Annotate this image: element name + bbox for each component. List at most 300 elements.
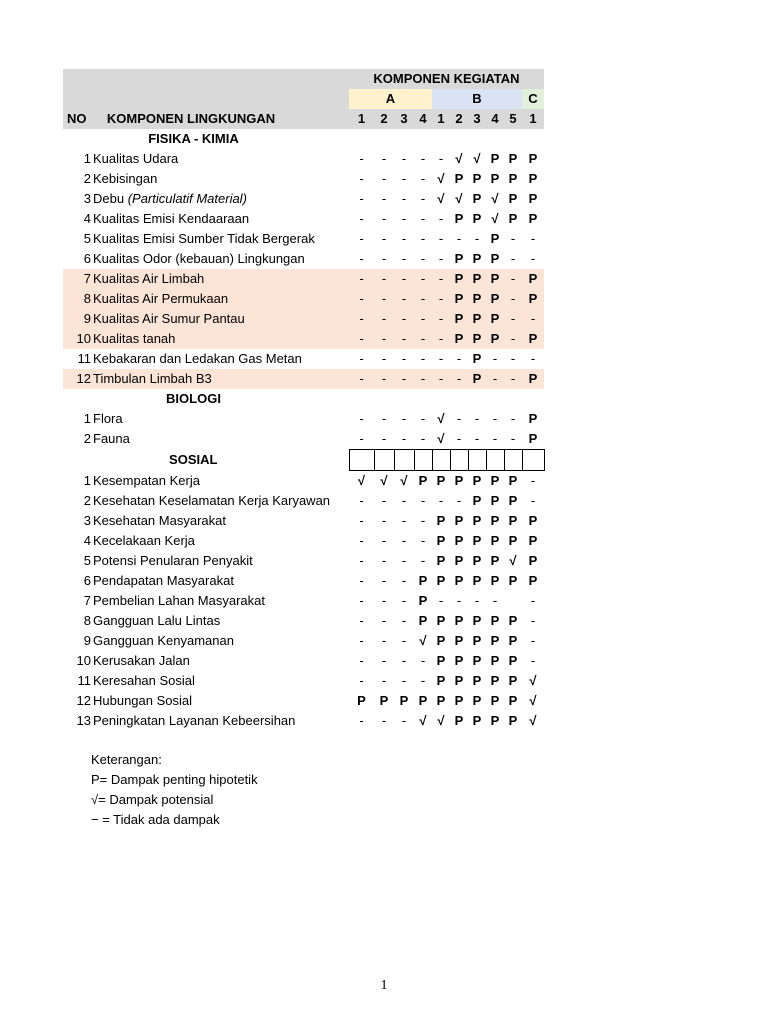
impact-cell: - [401, 653, 407, 668]
impact-cell: - [401, 613, 407, 628]
col-number-header: 1 [349, 109, 374, 129]
table-row [63, 269, 544, 289]
impact-cell: - [414, 329, 432, 349]
impact-cell: - [432, 329, 450, 349]
impact-cell: - [420, 653, 426, 668]
impact-cell: - [394, 369, 414, 389]
impact-cell: - [381, 351, 387, 366]
row-component-name [93, 711, 349, 731]
impact-cell: P [472, 613, 482, 628]
impact-cell: P [508, 673, 518, 688]
impact-cell: P [468, 329, 486, 349]
impact-cell: - [374, 329, 394, 349]
impact-cell: - [456, 351, 462, 366]
row-component-name [93, 169, 349, 189]
impact-cell: - [474, 411, 480, 426]
impact-cell: P [490, 473, 500, 488]
impact-cell: - [359, 251, 364, 266]
impact-cell: P [490, 633, 500, 648]
impact-cell: P [418, 573, 428, 588]
impact-cell: - [438, 211, 444, 226]
impact-cell: - [359, 593, 364, 608]
impact-cell: - [401, 151, 407, 166]
impact-cell: - [401, 191, 407, 206]
impact-cell: P [508, 191, 518, 206]
impact-cell: - [530, 473, 536, 488]
row-component-name [93, 571, 349, 591]
impact-cell: - [374, 289, 394, 309]
impact-cell: P [508, 613, 518, 628]
row-component-label: Kebakaran dan Ledakan Gas Metan [93, 351, 302, 366]
impact-cell: - [359, 411, 364, 426]
impact-cell: - [432, 369, 450, 389]
impact-cell: P [436, 573, 446, 588]
impact-cell: - [530, 351, 536, 366]
legend-item: √= Dampak potensial [91, 792, 214, 807]
impact-cell: P [357, 693, 366, 708]
impact-cell: √ [437, 171, 445, 186]
impact-cell: - [381, 151, 387, 166]
impact-cell: - [522, 309, 544, 329]
row-number: 2 [83, 171, 91, 186]
impact-cell: - [374, 269, 394, 289]
section-header-row [63, 129, 544, 149]
impact-cell: P [472, 211, 482, 226]
impact-cell: P [508, 713, 518, 728]
impact-cell: P [454, 613, 464, 628]
impact-cell: P [436, 553, 446, 568]
impact-cell: - [381, 513, 387, 528]
section-title: FISIKA - KIMIA [148, 131, 239, 146]
impact-cell: - [414, 369, 432, 389]
table-row [63, 229, 544, 249]
impact-cell: P [490, 171, 500, 186]
impact-cell: - [420, 411, 426, 426]
impact-cell: √ [357, 473, 366, 488]
impact-cell: P [472, 493, 482, 508]
table-row [63, 671, 544, 691]
impact-cell: - [381, 653, 387, 668]
row-number: 10 [76, 653, 91, 668]
row-component-label: Potensi Penularan Penyakit [93, 553, 253, 568]
impact-cell: P [472, 633, 482, 648]
impact-cell: - [420, 191, 426, 206]
impact-cell: P [399, 693, 409, 708]
group-a-label: A [349, 89, 432, 109]
row-component-label: Kualitas Udara [93, 151, 179, 166]
impact-cell: - [359, 211, 364, 226]
impact-cell: - [510, 251, 516, 266]
row-number: 4 [83, 533, 91, 548]
impact-cell: - [401, 673, 407, 688]
table-row [63, 571, 544, 591]
impact-cell: P [528, 533, 538, 548]
impact-cell: - [420, 673, 426, 688]
row-number: 12 [63, 369, 93, 389]
row-component-label: Hubungan Sosial [93, 693, 193, 708]
impact-cell: P [528, 191, 538, 206]
impact-cell: - [504, 329, 522, 349]
impact-cell: P [508, 573, 518, 588]
impact-cell: P [472, 533, 482, 548]
row-number: 4 [83, 211, 91, 226]
table-row [63, 209, 544, 229]
impact-cell: - [420, 211, 426, 226]
impact-cell: - [394, 329, 414, 349]
impact-cell: P [490, 533, 500, 548]
table-row [63, 369, 544, 389]
table-row [63, 409, 544, 429]
impact-cell: - [401, 573, 407, 588]
table-row [63, 491, 544, 511]
impact-cell: - [381, 673, 387, 688]
impact-cell: P [472, 673, 482, 688]
table-row [63, 249, 544, 269]
row-component-label: Kualitas Odor (kebauan) Lingkungan [93, 251, 305, 266]
col-number-header: 3 [394, 109, 414, 129]
impact-cell: - [381, 211, 387, 226]
impact-cell: - [432, 269, 450, 289]
row-component-label: Timbulan Limbah B3 [93, 371, 212, 386]
row-number: 5 [83, 231, 91, 246]
header-title: KOMPONEN KEGIATAN [349, 69, 544, 89]
impact-cell: P [528, 151, 538, 166]
legend-title: Keterangan: [91, 752, 162, 767]
table-row [63, 349, 544, 369]
impact-cell: - [456, 411, 462, 426]
impact-cell: P [472, 171, 482, 186]
impact-cell: P [450, 329, 468, 349]
row-number: 11 [77, 673, 91, 688]
row-component-italic: (Particulatif Material) [127, 191, 247, 206]
impact-cell: - [359, 151, 364, 166]
table-row [63, 631, 544, 651]
impact-cell: - [456, 493, 462, 508]
section-header-row [63, 450, 544, 471]
impact-cell: P [508, 151, 518, 166]
table-row [63, 329, 544, 349]
impact-cell: - [420, 171, 426, 186]
impact-cell: - [401, 351, 407, 366]
row-component-name [93, 369, 349, 389]
impact-cell: - [359, 191, 364, 206]
row-component-name [93, 289, 349, 309]
row-component-name [93, 471, 349, 492]
impact-cell: - [381, 493, 387, 508]
row-number: 6 [83, 573, 91, 588]
row-number: 12 [76, 693, 91, 708]
impact-cell: - [394, 269, 414, 289]
impact-cell: P [436, 653, 446, 668]
impact-cell: - [349, 269, 374, 289]
impact-cell: P [454, 533, 464, 548]
impact-cell: - [420, 533, 426, 548]
row-number: 8 [83, 613, 91, 628]
impact-cell: - [401, 171, 407, 186]
impact-cell: - [504, 369, 522, 389]
impact-cell: - [381, 593, 387, 608]
impact-cell: P [528, 171, 538, 186]
impact-cell: P [528, 553, 538, 568]
impact-cell: P [490, 613, 500, 628]
impact-cell: - [359, 431, 364, 446]
row-number: 3 [83, 191, 91, 206]
impact-cell: - [401, 633, 407, 648]
impact-cell: P [490, 493, 500, 508]
header-row-groups [63, 89, 544, 109]
legend-item: P= Dampak penting hipotetik [91, 772, 258, 787]
impact-cell: P [490, 713, 500, 728]
impact-cell: - [401, 431, 407, 446]
impact-cell: - [420, 151, 426, 166]
row-component-name [93, 631, 349, 651]
row-component-label: Fauna [93, 431, 130, 447]
impact-cell: - [530, 231, 536, 246]
impact-cell: - [349, 329, 374, 349]
impact-cell: - [381, 171, 387, 186]
impact-cell: - [510, 231, 516, 246]
impact-cell: P [490, 553, 500, 568]
impact-cell: - [401, 411, 407, 426]
row-number: 1 [83, 151, 91, 166]
impact-cell: - [438, 231, 444, 246]
impact-cell: P [528, 573, 538, 588]
row-component-name [93, 531, 349, 551]
impact-cell [504, 591, 522, 611]
impact-cell: P [522, 369, 544, 389]
impact-cell: P [508, 653, 518, 668]
impact-cell: - [349, 309, 374, 329]
impact-cell: - [359, 351, 364, 366]
col-number-header: 1 [432, 109, 450, 129]
impact-cell: - [381, 231, 387, 246]
impact-cell: P [508, 473, 518, 488]
impact-cell: - [474, 431, 480, 446]
row-component-label: Kecelakaan Kerja [93, 533, 195, 548]
row-component-name [93, 409, 349, 429]
impact-cell: P [472, 573, 482, 588]
impact-cell: P [468, 269, 486, 289]
row-number: 10 [63, 329, 93, 349]
impact-cell: √ [419, 713, 427, 728]
impact-cell: - [420, 431, 426, 446]
impact-cell: P [454, 553, 464, 568]
impact-cell: - [359, 513, 364, 528]
row-component-label: Kualitas Emisi Sumber Tidak Bergerak [93, 231, 315, 246]
impact-cell: - [420, 513, 426, 528]
impact-cell: - [401, 231, 407, 246]
impact-cell: P [436, 513, 446, 528]
impact-cell: - [438, 151, 444, 166]
row-number: 1 [83, 472, 91, 488]
impact-cell: P [490, 231, 500, 246]
row-number: 8 [63, 289, 93, 309]
row-component-label: Kualitas Emisi Kendaaraan [93, 211, 250, 226]
impact-cell: P [490, 151, 500, 166]
impact-cell: - [414, 309, 432, 329]
impact-cell: - [381, 633, 387, 648]
impact-cell: P [454, 211, 464, 226]
impact-cell: - [381, 713, 387, 728]
table-row [63, 711, 544, 731]
impact-cell: - [401, 493, 407, 508]
impact-cell: - [492, 431, 498, 446]
row-component-label: Pendapatan Masyarakat [93, 573, 234, 588]
row-component-label: Kualitas Air Permukaan [93, 291, 229, 306]
impact-cell: - [510, 351, 516, 366]
impact-cell: - [381, 553, 387, 568]
impact-cell: P [508, 533, 518, 548]
impact-cell: - [492, 351, 498, 366]
row-number: 2 [83, 431, 91, 447]
impact-cell: P [508, 693, 518, 708]
row-component-label: Pembelian Lahan Masyarakat [93, 593, 265, 608]
impact-cell: P [528, 513, 538, 528]
impact-cell: P [450, 269, 468, 289]
table-row [63, 531, 544, 551]
row-component-name [93, 491, 349, 511]
col-no-header: NO [63, 109, 93, 129]
row-component-name [93, 149, 349, 169]
impact-cell: - [530, 493, 536, 508]
impact-cell: √ [437, 411, 445, 426]
impact-cell: - [374, 309, 394, 329]
impact-cell: P [490, 513, 500, 528]
impact-cell: P [528, 411, 538, 426]
col-number-header: 3 [468, 109, 486, 129]
table-row [63, 309, 544, 329]
impact-cell: P [436, 533, 446, 548]
impact-cell: - [492, 593, 498, 608]
impact-cell: - [510, 431, 516, 446]
impact-cell: √ [437, 431, 445, 446]
impact-cell: - [349, 369, 374, 389]
row-number: 7 [83, 593, 91, 608]
impact-cell: - [420, 351, 426, 366]
impact-cell: P [522, 289, 544, 309]
impact-cell: √ [491, 211, 499, 226]
impact-cell: √ [529, 713, 537, 728]
impact-cell: - [530, 633, 536, 648]
row-component-name [93, 651, 349, 671]
impact-cell: - [420, 553, 426, 568]
impact-cell: P [508, 633, 518, 648]
impact-cell: P [472, 473, 482, 488]
row-component-label: Kebisingan [93, 171, 158, 186]
impact-cell: - [504, 289, 522, 309]
table-row [63, 149, 544, 169]
impact-cell: - [401, 251, 407, 266]
impact-cell: P [472, 713, 482, 728]
impact-cell: P [508, 513, 518, 528]
impact-cell: P [472, 351, 482, 366]
row-number: 5 [83, 553, 91, 568]
impact-cell: - [492, 411, 498, 426]
table-row [63, 691, 544, 711]
impact-cell: √ [455, 151, 463, 166]
impact-cell: - [420, 493, 426, 508]
impact-cell: P [472, 191, 482, 206]
impact-cell: √ [455, 191, 463, 206]
row-component-name [93, 329, 349, 349]
impact-cell: - [394, 309, 414, 329]
impact-cell: P [486, 309, 504, 329]
impact-cell: - [359, 653, 364, 668]
impact-cell: - [438, 593, 444, 608]
impact-cell: - [474, 231, 480, 246]
impact-cell: P [454, 251, 464, 266]
impact-cell: √ [473, 151, 481, 166]
row-component-label: Keresahan Sosial [93, 673, 195, 688]
row-number: 6 [83, 251, 91, 266]
col-name-header: KOMPONEN LINGKUNGAN [93, 109, 349, 129]
section-title: SOSIAL [169, 452, 218, 467]
impact-cell: - [359, 553, 364, 568]
row-number: 2 [83, 493, 91, 508]
impact-cell: - [359, 633, 364, 648]
col-number-header: 1 [522, 109, 544, 129]
impact-cell: √ [529, 673, 537, 688]
impact-cell: - [359, 673, 364, 688]
impact-cell: - [456, 231, 462, 246]
impact-cell: - [359, 613, 364, 628]
impact-cell: P [486, 329, 504, 349]
impact-cell: P [418, 473, 428, 488]
row-component-name [93, 551, 349, 571]
impact-cell: P [454, 713, 464, 728]
row-component-name [93, 309, 349, 329]
row-component-label: Gangguan Kenyamanan [93, 633, 234, 648]
impact-cell: - [401, 553, 407, 568]
row-component-name [93, 269, 349, 289]
row-component-label: Kerusakan Jalan [93, 653, 190, 668]
table-row [63, 651, 544, 671]
impact-cell: P [454, 473, 464, 488]
impact-cell: P [472, 513, 482, 528]
impact-cell: - [381, 533, 387, 548]
row-component-label: Kesehatan Keselamatan Kerja Karyawan [93, 493, 331, 508]
impact-cell: P [528, 431, 538, 446]
impact-cell: P [508, 171, 518, 186]
col-number-header: 2 [374, 109, 394, 129]
impact-cell: P [450, 289, 468, 309]
row-component-name [93, 209, 349, 229]
impact-cell: √ [509, 553, 517, 568]
impact-cell: √ [437, 713, 445, 728]
col-number-header: 4 [414, 109, 432, 129]
impact-cell: P [490, 693, 500, 708]
impact-cell: P [486, 289, 504, 309]
impact-cell: P [454, 673, 464, 688]
impact-cell: - [401, 211, 407, 226]
impact-cell: P [418, 593, 428, 608]
table-row [63, 189, 544, 209]
impact-cell: P [490, 653, 500, 668]
impact-cell: P [508, 211, 518, 226]
impact-cell: P [468, 369, 486, 389]
col-number-header: 2 [450, 109, 468, 129]
impact-cell: - [456, 431, 462, 446]
row-component-name [93, 591, 349, 611]
impact-cell: √ [419, 633, 427, 648]
impact-cell: - [359, 573, 364, 588]
table-row [63, 289, 544, 309]
impact-cell: P [454, 633, 464, 648]
impact-cell: - [394, 289, 414, 309]
row-component-name [93, 671, 349, 691]
row-component-name [93, 189, 349, 209]
row-number: 11 [77, 351, 91, 366]
